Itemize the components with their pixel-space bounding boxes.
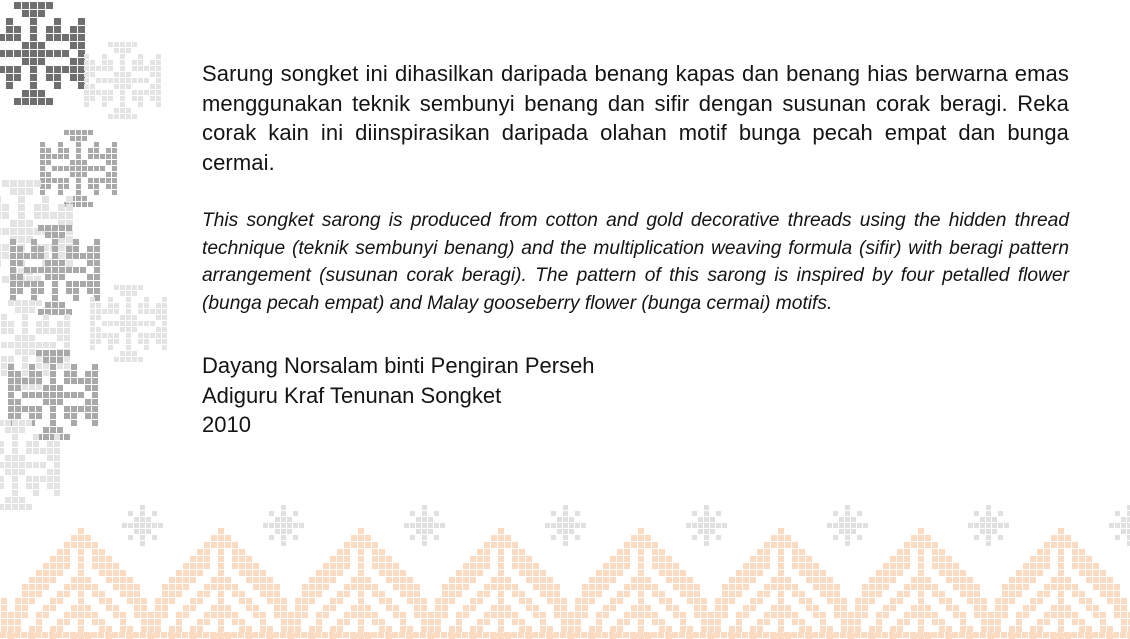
malay-description: Sarung songket ini dihasilkan daripada benang kapas dan benang hias berwarna emas menggunakan teknik sembunyi benang dan sifir dengan susunan corak beragi. Reka corak kain ini diinspirasikan daripada olahan motif bunga pecah empat dan bunga cermai. (202, 61, 1069, 175)
bottom-songket-border (0, 505, 1130, 639)
left-songket-motif-column (0, 2, 167, 510)
artisan-name: Dayang Norsalam binti Pengiran Perseh (202, 353, 595, 378)
credit-year: 2010 (202, 412, 251, 437)
artisan-credit (202, 351, 1069, 440)
english-description: This songket sarong is produced from cotton and gold decorative threads using the hidden thread technique (teknik sembunyi benang) and the multiplication weaving formula (sifir) with beragi pattern arrangement (susunan corak beragi). The pattern of this sarong is inspired by four petalled flower (bunga pecah empat) and Malay gooseberry flower (bunga cermai) motifs. (202, 210, 1069, 314)
artisan-title: Adiguru Kraf Tenunan Songket (202, 382, 502, 408)
description-text-block (202, 59, 1069, 440)
